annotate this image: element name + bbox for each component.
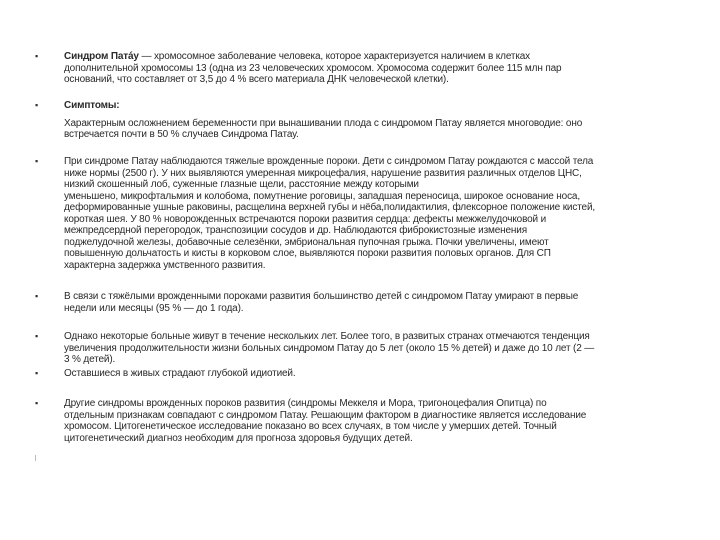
text-line: деформированные ушные раковины, расщелина верхней губы и нёба,полидактилия, флексорное положение кистей, — [64, 202, 596, 213]
text-line: Оставшиеся в живых страдают глубокой идиотией. — [64, 368, 296, 379]
bullet-icon: ▪ — [35, 398, 39, 408]
text-line: Однако некоторые больные живут в течение нескольких лет. Более того, в развитых странах отмечаются тенденция — [64, 331, 590, 342]
text-line: повышенную дольчатость и кисты в корковом слое, выявляются пороки развития половых органов. Для СП — [64, 248, 551, 259]
text-line: Характерным осложнением беременности при вынашивании плода с синдромом Патау является многоводие: оно — [64, 117, 583, 129]
text-line: недели или месяцы (95 % — до 1 года). — [64, 302, 244, 314]
bullet-icon: ▪ — [35, 368, 39, 378]
bullet-icon: ▪ — [35, 331, 39, 341]
text-line: поджелудочной железы, добавочные селезёнки, эмбриональная пупочная грыжа. Почки увеличены, имеют — [64, 236, 549, 248]
text-line: цитогенетический диагноз необходим для прогноза здоровья будущих детей. — [64, 432, 413, 444]
bullet-icon: ▪ — [35, 156, 39, 166]
text-line: увеличения продолжительности жизни больных синдромом Патау до 5 лет (около 15 % детей) и даже до 10 лет (2 — — [64, 342, 595, 354]
text-line: межпредсердной перегородок, транспозиции сосудов и др. Наблюдаются фиброкистозные изменения — [64, 225, 528, 236]
text-line: ниже нормы (2500 г). У них выявляются умеренная микроцефалия, нарушение развития различных отделов ЦНС, — [64, 167, 582, 179]
section-heading: Симптомы: — [64, 100, 120, 111]
text-line: 3 % детей). — [64, 354, 116, 366]
text-line: хромосом. Цитогенетическое исследование показано во всех случаях, в том числе у умерших детей. Точный — [64, 421, 557, 433]
bullet-icon: ▪ — [35, 51, 39, 61]
term-title: Синдром Патáу — [64, 51, 139, 62]
text-line: характерна задержка умственного развития. — [64, 259, 266, 271]
text-line: При синдроме Патау наблюдаются тяжелые врожденные пороки. Дети с синдромом Патау рождаются с массой тела — [64, 156, 594, 167]
text-line: оснований, что составляет от 3,5 до 4 % всего материала ДНК человеческой клетки). — [64, 74, 449, 86]
text-line: отдельным признакам совпадают с синдромом Патау. Решающим фактором в диагностике является исследование — [64, 409, 587, 421]
text-line: низкий скошенный лоб, суженные глазные щели, расстояние между которыми — [64, 179, 419, 190]
text-line: — хромосомное заболевание человека, которое характеризуется наличием в клетках — [138, 51, 531, 62]
text-line: дополнительной хромосомы 13 (одна из 23 человеческих хромосом. Хромосома содержит более 115 млн пар — [64, 62, 562, 74]
text-line: встречается почти в 50 % случаев Синдрома Патау. — [64, 129, 299, 141]
text-line: Другие синдромы врожденных пороков развития (синдромы Меккеля и Мора, тригоноцефалия Опитца) по — [64, 398, 547, 409]
bullet-icon: ▪ — [35, 100, 39, 110]
text-line: В связи с тяжёлыми врожденными пороками развития большинство детей с синдромом Патау умирают в первые — [64, 291, 579, 302]
bullet-icon: ▪ — [35, 291, 39, 301]
text-line: короткая шея. У 80 % новорожденных встречаются пороки развития сердца: дефекты межжелудочковой и — [64, 213, 547, 225]
text-line: уменьшено, микрофтальмия и колобома, помутнение роговицы, западшая переносица, широкое основание носа, — [64, 190, 580, 202]
text-cursor-mark — [35, 455, 36, 461]
